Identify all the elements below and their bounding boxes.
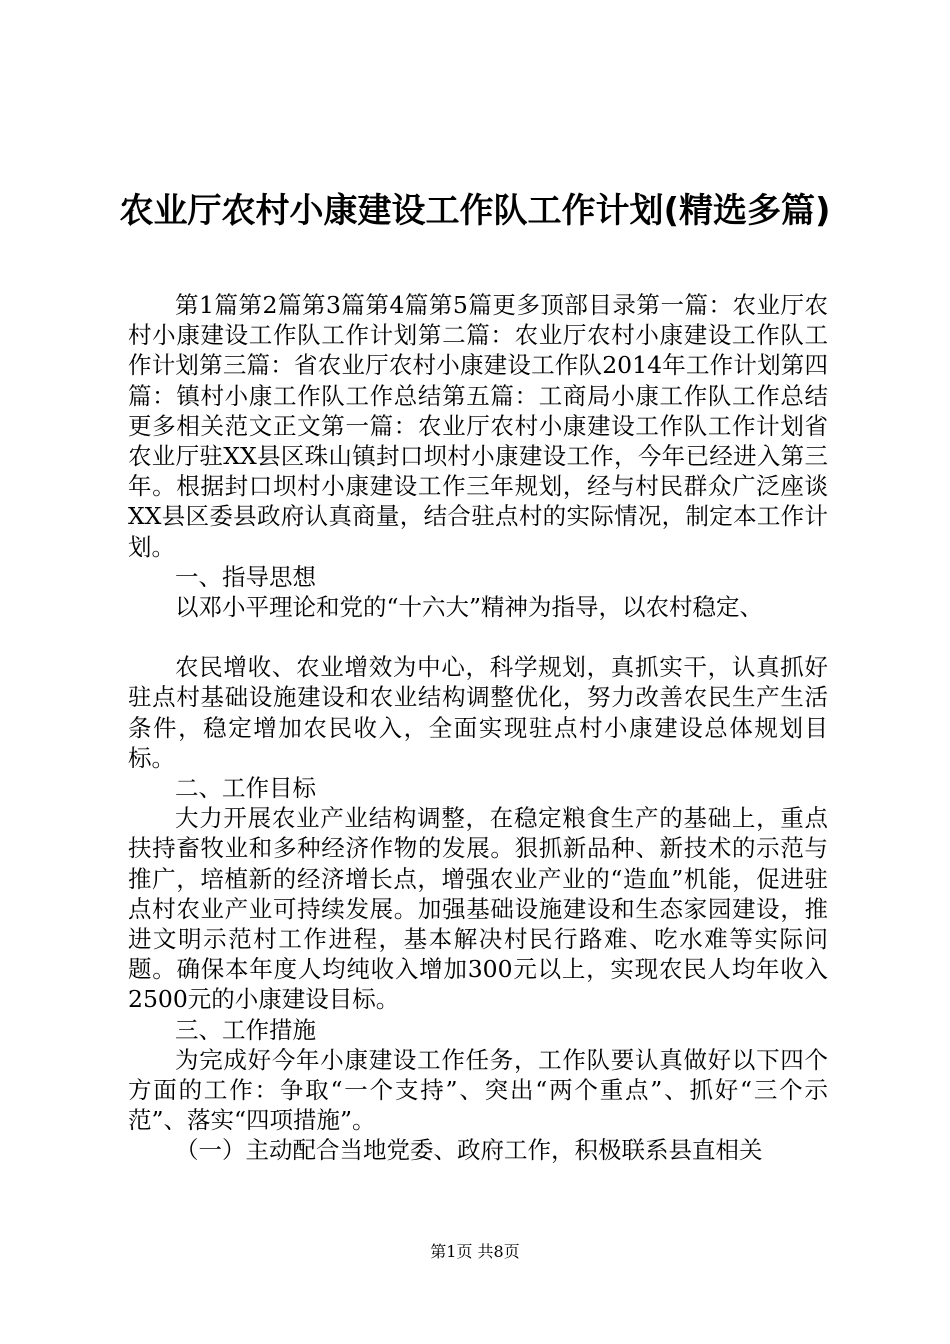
document-body (128, 290, 828, 1166)
body-paragraph-measure-one: （一）主动配合当地党委、政府工作，积极联系县直相关 (175, 1136, 763, 1165)
page-footer: 第1页 共8页 (430, 1242, 520, 1261)
section-heading-work-goals: 二、工作目标 (175, 774, 316, 803)
body-paragraph-toc: 第1篇第2篇第3篇第4篇第5篇更多顶部目录第一篇：农业厅农村小康建设工作队工作计划第二篇：农业厅农村小康建设工作队工作计划第三篇：省农业厅农村小康建设工作队2014年工作计划第四篇：镇村小康工作队工作总结第五篇：工商局小康工作队工作总结更多相关范文正文第一篇：农业厅农村小康建设工作队工作计划省农业厅驻XX县区珠山镇封口坝村小康建设工作，今年已经进入第三年。根据封口坝村小康建设工作三年规划，经与村民群众广泛座谈XX县区委县政府认真商量，结合驻点村的实际情况，制定本工作计划。 (128, 291, 828, 561)
paragraph-gap (128, 622, 828, 652)
body-paragraph-work-goals: 大力开展农业产业结构调整，在稳定粮食生产的基础上，重点扶持畜牧业和多种经济作物的发展。狠抓新品种、新技术的示范与推广，培植新的经济增长点，增强农业产业的“造血”机能，促进驻点村农业产业可持续发展。加强基础设施建设和生态家园建设，推进文明示范村工作进程，基本解决村民行路难、吃水难等实际问题。确保本年度人均纯收入增加300元以上，实现农民人均年收入2500元的小康建设目标。 (128, 804, 828, 1014)
body-paragraph-guiding-ideology-cont: 农民增收、农业增效为中心，科学规划，真抓实干，认真抓好驻点村基础设施建设和农业结构调整优化，努力改善农民生产生活条件，稳定增加农民收入，全面实现驻点村小康建设总体规划目标。 (128, 653, 828, 772)
section-heading-work-measures: 三、工作措施 (175, 1015, 316, 1044)
document-title: 农业厅农村小康建设工作队工作计划(精选多篇) (119, 191, 831, 231)
body-paragraph-guiding-ideology: 以邓小平理论和党的“十六大”精神为指导，以农村稳定、 (175, 593, 764, 622)
body-paragraph-work-measures: 为完成好今年小康建设工作任务，工作队要认真做好以下四个方面的工作：争取“一个支持”、突出“两个重点”、抓好“三个示范”、落实“四项措施”。 (128, 1045, 828, 1135)
section-heading-guiding-ideology: 一、指导思想 (175, 562, 316, 591)
